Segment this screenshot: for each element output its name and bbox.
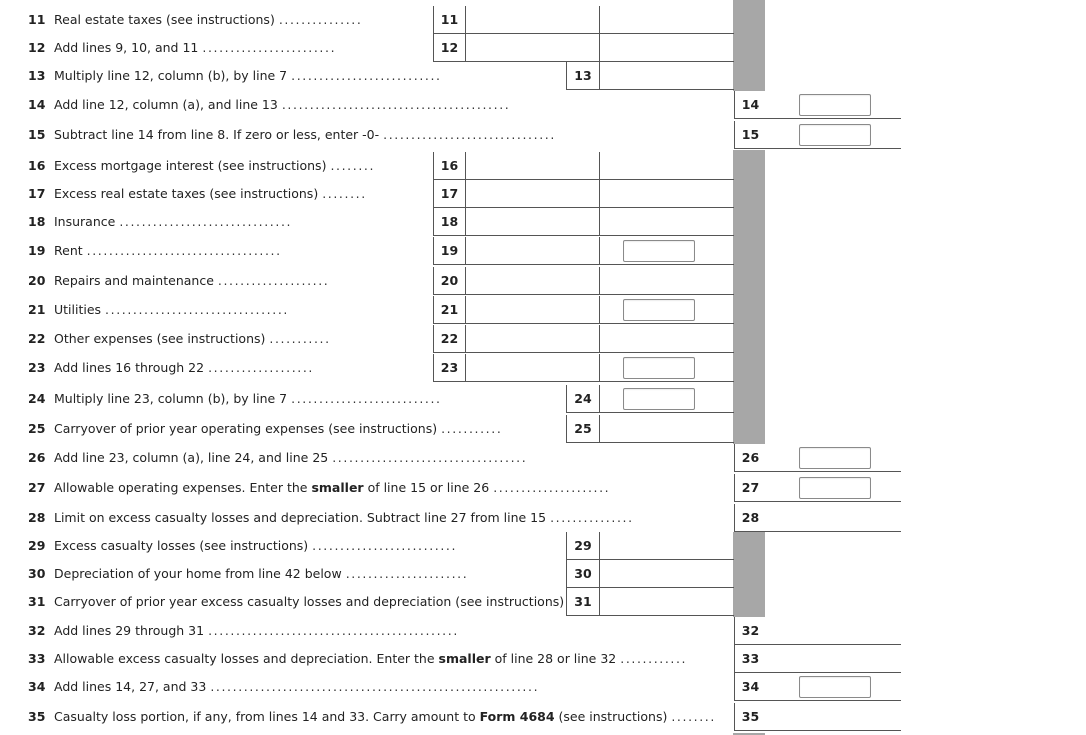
line-box-number: 11 xyxy=(433,6,465,34)
line-label xyxy=(28,709,716,725)
worksheet-line-21 xyxy=(0,296,1086,324)
leader-dots: ............................... xyxy=(383,127,556,142)
line-label xyxy=(28,510,634,526)
column-b-amount-input[interactable] xyxy=(623,388,695,410)
line-label xyxy=(28,594,564,610)
worksheet-line-20 xyxy=(0,267,1086,295)
worksheet-line-23 xyxy=(0,354,1086,382)
leader-dots: ................................... xyxy=(86,243,282,258)
line-number: 32 xyxy=(28,623,46,638)
column-a-amount-cell[interactable] xyxy=(465,237,599,265)
line-number: 17 xyxy=(28,186,46,201)
line-number: 26 xyxy=(28,450,46,465)
line-text: Add lines 29 through 31 xyxy=(54,623,205,638)
leader-dots: ........................ xyxy=(202,40,337,55)
line-box-number: 21 xyxy=(433,296,465,324)
column-b-amount-cell[interactable] xyxy=(599,6,734,34)
line-box-number: 13 xyxy=(566,62,599,90)
column-a-amount-cell[interactable] xyxy=(465,267,599,295)
leader-dots: ................................. xyxy=(105,302,289,317)
leader-dots: ........... xyxy=(441,421,503,436)
line-text: Subtract line 14 from line 8. If zero or less, enter -0- xyxy=(54,127,380,142)
line-label xyxy=(28,40,336,56)
worksheet-line-15 xyxy=(0,121,1086,149)
line-box-number: 19 xyxy=(433,237,465,265)
line-text: Allowable excess casualty losses and depreciation. Enter the xyxy=(54,651,439,666)
line-text: Utilities xyxy=(54,302,102,317)
column-b-amount-input[interactable] xyxy=(623,357,695,379)
worksheet-line-34 xyxy=(0,673,1086,701)
line-box-number: 14 xyxy=(734,91,766,119)
line-number: 11 xyxy=(28,12,46,27)
worksheet-line-27 xyxy=(0,474,1086,502)
line-box-number: 24 xyxy=(566,385,599,413)
column-a-amount-cell[interactable] xyxy=(465,152,599,180)
worksheet-line-11 xyxy=(0,6,1086,34)
line-number: 18 xyxy=(28,214,46,229)
leader-dots: .......................... xyxy=(312,538,458,553)
leader-dots: ............................... xyxy=(119,214,293,229)
line-text: Limit on excess casualty losses and depreciation. Subtract line 27 from line 15 xyxy=(54,510,547,525)
right-amount-cell[interactable] xyxy=(766,617,901,645)
line-text: Add line 12, column (a), and line 13 xyxy=(54,97,278,112)
worksheet-line-22 xyxy=(0,325,1086,353)
line-label xyxy=(28,360,314,376)
line-text: Carryover of prior year excess casualty losses and depreciation (see instructions) xyxy=(54,594,565,609)
column-b-amount-input[interactable] xyxy=(623,299,695,321)
worksheet-line-33 xyxy=(0,645,1086,673)
column-a-amount-cell[interactable] xyxy=(465,296,599,324)
leader-dots: ............... xyxy=(550,510,634,525)
line-label xyxy=(28,391,442,407)
column-a-amount-cell[interactable] xyxy=(465,180,599,208)
line-text-continued: of line 28 or line 32 xyxy=(490,651,617,666)
line-box-number: 30 xyxy=(566,560,599,588)
leader-dots: ............................................. xyxy=(208,623,459,638)
line-text: Other expenses (see instructions) xyxy=(54,331,266,346)
line-label xyxy=(28,158,375,174)
line-text-emphasis: smaller xyxy=(311,480,364,495)
line-text-emphasis: Form 4684 xyxy=(479,709,555,724)
line-text: Excess casualty losses (see instructions) xyxy=(54,538,309,553)
line-box-number: 29 xyxy=(566,532,599,560)
leader-dots: ........ xyxy=(330,158,376,173)
line-number: 27 xyxy=(28,480,46,495)
line-box-number: 12 xyxy=(433,34,465,62)
line-text: Carryover of prior year operating expenses (see instructions) xyxy=(54,421,438,436)
line-label xyxy=(28,302,289,318)
column-b-amount-cell[interactable] xyxy=(599,267,734,295)
line-number: 12 xyxy=(28,40,46,55)
leader-dots: ..................... xyxy=(493,480,611,495)
worksheet-line-12 xyxy=(0,34,1086,62)
worksheet-line-29 xyxy=(0,532,1086,560)
leader-dots: ...................... xyxy=(345,566,469,581)
worksheet-line-31 xyxy=(0,588,1086,616)
line-box-number: 20 xyxy=(433,267,465,295)
column-a-amount-cell[interactable] xyxy=(465,208,599,236)
column-b-amount-cell[interactable] xyxy=(599,588,734,616)
line-box-number: 25 xyxy=(566,415,599,443)
line-label xyxy=(28,566,468,582)
column-b-amount-cell[interactable] xyxy=(599,62,734,90)
line-number: 13 xyxy=(28,68,46,83)
line-text: Repairs and maintenance xyxy=(54,273,214,288)
line-text: Excess real estate taxes (see instructions) xyxy=(54,186,319,201)
line-label xyxy=(28,214,292,230)
line-box-number: 17 xyxy=(433,180,465,208)
leader-dots: ........................... xyxy=(291,391,442,406)
line-text: Depreciation of your home from line 42 below xyxy=(54,566,342,581)
column-a-amount-cell[interactable] xyxy=(465,6,599,34)
line-box-number: 15 xyxy=(734,121,766,149)
line-label xyxy=(28,421,502,437)
line-box-number: 32 xyxy=(734,617,766,645)
line-text: Real estate taxes (see instructions) xyxy=(54,12,275,27)
line-number: 28 xyxy=(28,510,46,525)
line-label xyxy=(28,97,510,113)
right-amount-input[interactable] xyxy=(799,676,871,698)
leader-dots: ............... xyxy=(278,12,363,27)
column-b-amount-cell[interactable] xyxy=(599,152,734,180)
line-text-continued: of line 15 or line 26 xyxy=(363,480,490,495)
line-text: Insurance xyxy=(54,214,116,229)
column-a-amount-cell[interactable] xyxy=(465,325,599,353)
column-b-amount-cell[interactable] xyxy=(599,560,734,588)
line-number: 14 xyxy=(28,97,46,112)
column-b-amount-cell[interactable] xyxy=(599,208,734,236)
line-number: 22 xyxy=(28,331,46,346)
line-label xyxy=(28,331,331,347)
line-label xyxy=(28,12,362,28)
line-text: Add lines 16 through 22 xyxy=(54,360,205,375)
leader-dots: ............ xyxy=(620,651,688,666)
line-label xyxy=(28,538,457,554)
line-label xyxy=(28,127,556,143)
line-box-number: 27 xyxy=(734,474,766,502)
column-b-amount-input[interactable] xyxy=(623,240,695,262)
column-b-amount-cell[interactable] xyxy=(599,325,734,353)
line-number: 34 xyxy=(28,679,46,694)
worksheet-line-17 xyxy=(0,180,1086,208)
worksheet-line-24 xyxy=(0,385,1086,413)
line-number: 15 xyxy=(28,127,46,142)
right-amount-cell[interactable] xyxy=(766,645,901,673)
right-amount-input[interactable] xyxy=(799,124,871,146)
right-amount-input[interactable] xyxy=(799,447,871,469)
line-text: Multiply line 23, column (b), by line 7 xyxy=(54,391,288,406)
line-number: 21 xyxy=(28,302,46,317)
line-number: 31 xyxy=(28,594,46,609)
line-number: 23 xyxy=(28,360,46,375)
line-label xyxy=(28,679,539,695)
right-amount-cell[interactable] xyxy=(766,504,901,532)
line-box-number: 28 xyxy=(734,504,766,532)
line-label xyxy=(28,450,527,466)
line-box-number: 34 xyxy=(734,673,766,701)
line-text: Allowable operating expenses. Enter the xyxy=(54,480,312,495)
line-number: 25 xyxy=(28,421,46,436)
line-text-emphasis: smaller xyxy=(438,651,491,666)
line-text: Add lines 14, 27, and 33 xyxy=(54,679,207,694)
worksheet-line-35 xyxy=(0,703,1086,731)
worksheet-line-32 xyxy=(0,617,1086,645)
column-b-amount-cell[interactable] xyxy=(599,415,734,443)
line-box-number: 35 xyxy=(734,703,766,731)
worksheet-line-28 xyxy=(0,504,1086,532)
line-box-number: 22 xyxy=(433,325,465,353)
right-amount-input[interactable] xyxy=(799,94,871,116)
line-number: 30 xyxy=(28,566,46,581)
line-label xyxy=(28,623,459,639)
line-box-number: 31 xyxy=(566,588,599,616)
leader-dots: ........ xyxy=(671,709,716,724)
leader-dots: ................................... xyxy=(332,450,528,465)
worksheet-line-16 xyxy=(0,152,1086,180)
right-amount-cell[interactable] xyxy=(766,703,901,731)
worksheet-line-18 xyxy=(0,208,1086,236)
line-number: 24 xyxy=(28,391,46,406)
leader-dots: .................... xyxy=(217,273,330,288)
line-label xyxy=(28,651,687,667)
line-box-number: 18 xyxy=(433,208,465,236)
column-b-amount-cell[interactable] xyxy=(599,532,734,560)
worksheet-line-25 xyxy=(0,415,1086,443)
leader-dots: ................... xyxy=(208,360,314,375)
right-amount-input[interactable] xyxy=(799,477,871,499)
line-number: 19 xyxy=(28,243,46,258)
line-label xyxy=(28,480,610,496)
line-text: Excess mortgage interest (see instructions) xyxy=(54,158,327,173)
leader-dots: ........................................................... xyxy=(210,679,540,694)
line-number: 29 xyxy=(28,538,46,553)
worksheet-line-14 xyxy=(0,91,1086,119)
line-number: 20 xyxy=(28,273,46,288)
worksheet-line-19 xyxy=(0,237,1086,265)
line-box-number: 16 xyxy=(433,152,465,180)
column-a-amount-cell[interactable] xyxy=(465,34,599,62)
leader-dots: ......................................... xyxy=(281,97,511,112)
worksheet-line-30 xyxy=(0,560,1086,588)
column-b-amount-cell[interactable] xyxy=(599,34,734,62)
line-text: Rent xyxy=(54,243,83,258)
line-label xyxy=(28,243,282,259)
leader-dots: ........................... xyxy=(291,68,442,83)
line-box-number: 26 xyxy=(734,444,766,472)
line-label xyxy=(28,186,367,202)
line-text: Add lines 9, 10, and 11 xyxy=(54,40,199,55)
line-text: Casualty loss portion, if any, from lines 14 and 33. Carry amount to xyxy=(54,709,480,724)
worksheet-line-13 xyxy=(0,62,1086,90)
line-box-number: 23 xyxy=(433,354,465,382)
line-number: 16 xyxy=(28,158,46,173)
line-label xyxy=(28,68,442,84)
line-text: Multiply line 12, column (b), by line 7 xyxy=(54,68,288,83)
column-a-amount-cell[interactable] xyxy=(465,354,599,382)
leader-dots: ........ xyxy=(322,186,367,201)
line-label xyxy=(28,273,329,289)
leader-dots: ........... xyxy=(269,331,331,346)
column-b-amount-cell[interactable] xyxy=(599,180,734,208)
worksheet-line-26 xyxy=(0,444,1086,472)
line-box-number: 33 xyxy=(734,645,766,673)
line-number: 33 xyxy=(28,651,46,666)
line-number: 35 xyxy=(28,709,46,724)
line-text-continued: (see instructions) xyxy=(554,709,668,724)
line-text: Add line 23, column (a), line 24, and line 25 xyxy=(54,450,329,465)
